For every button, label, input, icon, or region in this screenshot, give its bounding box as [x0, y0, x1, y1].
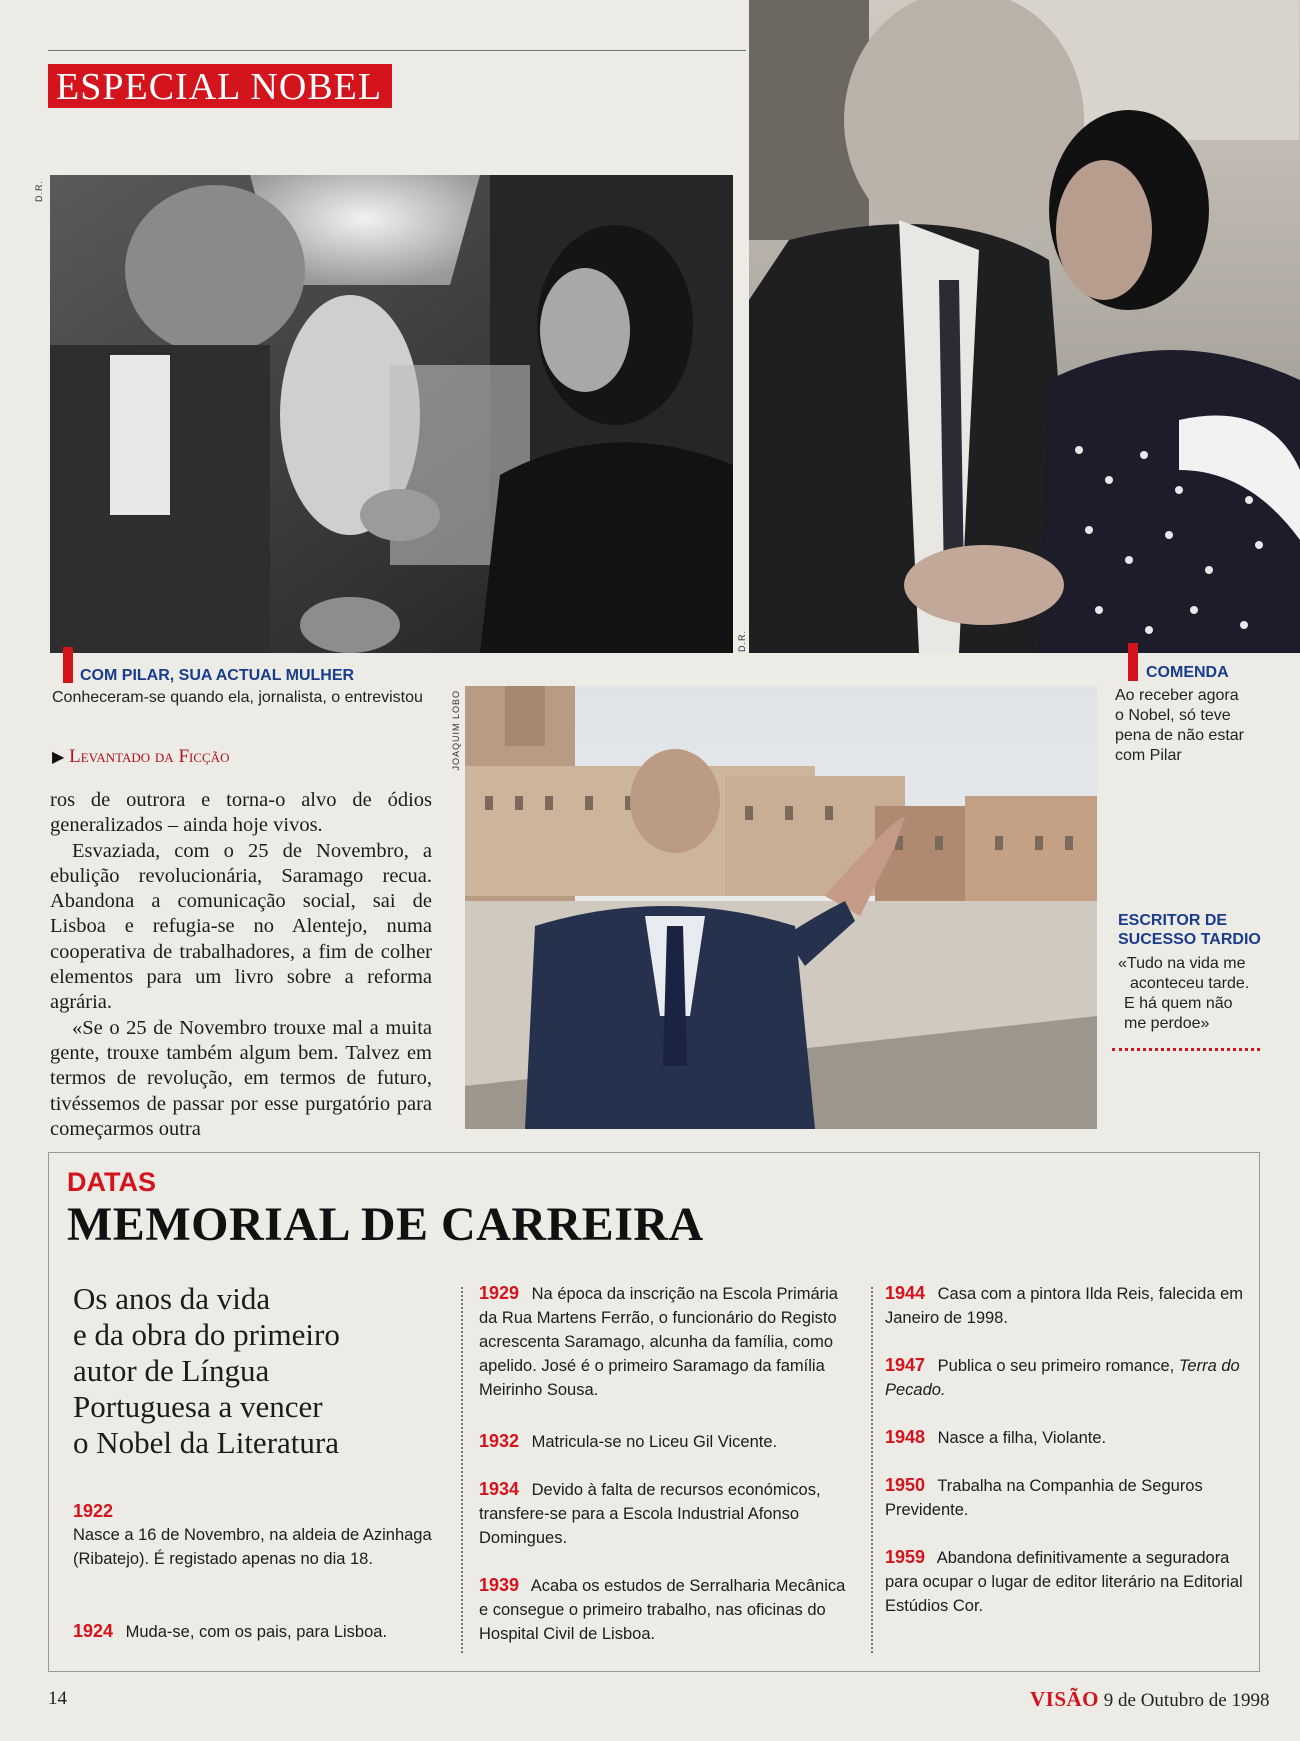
timeline-year: 1932 — [479, 1431, 520, 1451]
timeline-entry — [885, 1545, 1249, 1618]
timeline-year: 1922 — [73, 1501, 114, 1521]
timeline-entry — [479, 1429, 851, 1454]
timeline-year: 1934 — [479, 1479, 520, 1499]
footer-credit — [1030, 1687, 1269, 1712]
caption-marker — [63, 647, 73, 683]
timeline-entry — [73, 1619, 453, 1644]
timeline-text: Matricula-se no Liceu Gil Vicente. — [531, 1433, 778, 1451]
timeline-text: Abandona definitivamente a seguradora para ocupar o lugar de editor literário na Editorial Estúdios Cor. — [885, 1549, 1243, 1615]
timeline-year: 1950 — [885, 1475, 926, 1495]
photo-credit: JOAQUIM LOBO — [451, 690, 461, 771]
timeline-text: Muda-se, com os pais, para Lisboa. — [125, 1623, 388, 1641]
caption-pilar-text: Conheceram-se quando ela, jornalista, o entrevistou — [52, 689, 423, 706]
timeline-text: Trabalha na Companhia de Seguros Previdente. — [885, 1477, 1203, 1519]
article-body — [50, 788, 432, 1142]
timeline-text: Casa com a pintora Ilda Reis, falecida em Janeiro de 1998. — [885, 1285, 1244, 1327]
timeline-year: 1929 — [479, 1283, 520, 1303]
timeline-text: Nasce a filha, Violante. — [937, 1429, 1107, 1447]
section-flag: ESPECIAL NOBEL — [48, 64, 392, 108]
caption-pilar-title: COM PILAR, SUA ACTUAL MULHER — [80, 667, 355, 684]
photo-with-pilar — [50, 175, 733, 653]
timeline-intro: Os anos da vida e da obra do primeiro autor de Língua Portuguesa a vencer o Nobel da Literatura — [73, 1281, 340, 1460]
timeline-label: DATAS — [67, 1167, 156, 1197]
book-title: Terra do Pecado. — [885, 1357, 1240, 1399]
photo-credit: D.R. — [34, 180, 44, 202]
page-number: 14 — [48, 1688, 67, 1709]
article-paragraph: ros de outrora e torna-o alvo de ódios generalizados – ainda hoje vivos. — [50, 789, 432, 837]
column-divider — [871, 1287, 873, 1653]
caption-tardio-quote: «Tudo na vida me aconteceu tarde. E há quem não me perdoe» — [1118, 955, 1250, 1032]
timeline-year: 1959 — [885, 1547, 926, 1567]
timeline-text: Acaba os estudos de Serralharia Mecânica e consegue o primeiro trabalho, nas oficinas do Hospital Civil de Lisboa. — [479, 1577, 846, 1643]
timeline-text: Devido à falta de recursos económicos, transfere-se para a Escola Industrial Afonso Domingues. — [479, 1481, 821, 1547]
timeline-entry — [885, 1473, 1249, 1522]
timeline-text: Publica o seu primeiro romance, — [937, 1357, 1175, 1375]
issue-date: 9 de Outubro de 1998 — [1103, 1690, 1270, 1711]
timeline-year: 1944 — [885, 1283, 926, 1303]
timeline-text: Nasce a 16 de Novembro, na aldeia de Azinhaga (Ribatejo). É registado apenas no dia 18. — [73, 1526, 432, 1568]
top-rule — [48, 50, 746, 51]
photo-credit: D.R. — [737, 630, 747, 652]
timeline-entry — [73, 1499, 453, 1571]
timeline-year: 1948 — [885, 1427, 926, 1447]
timeline-entry — [479, 1573, 851, 1646]
timeline-entry — [885, 1281, 1249, 1330]
continued-from: ▶ Levantado da Ficção — [52, 746, 230, 767]
magazine-name: VISÃO — [1030, 1687, 1100, 1711]
article-paragraph: Esvaziada, com o 25 de Novembro, a ebulição revolucionária, Saramago recua. Abandona a comunicação social, sai de Lisboa e refugia-se no Alentejo, numa cooperativa de trabalhadores, a fim de colher elementos para um livro sobre a reforma agrária. — [50, 839, 432, 1014]
photo-comenda — [749, 0, 1300, 653]
timeline-entry — [885, 1353, 1249, 1402]
caption-marker — [1128, 643, 1138, 681]
timeline-text: Na época da inscrição na Escola Primária da Rua Martens Ferrão, o funcionário do Registo acrescenta Saramago, alcunha da família, como apelido. José é o primeiro Saramago da família Meirinho Sousa. — [479, 1285, 838, 1399]
timeline-year: 1939 — [479, 1575, 520, 1595]
caption-tardio-title: ESCRITOR DE SUCESSO TARDIO — [1118, 912, 1261, 948]
caption-comenda-text: Ao receber agora o Nobel, só teve pena de não estar com Pilar — [1115, 687, 1244, 764]
timeline-box — [48, 1152, 1260, 1672]
article-paragraph: «Se o 25 de Novembro trouxe mal a muita gente, trouxe também algum bem. Talvez em termos de revolução, em termos de futuro, tivéssemos de passar por esse purgatório para começarmos outra — [50, 1016, 432, 1140]
photo-piazza — [465, 686, 1097, 1129]
column-divider — [461, 1287, 463, 1653]
timeline-entry — [479, 1281, 851, 1402]
timeline-title: MEMORIAL DE CARREIRA — [67, 1198, 704, 1251]
timeline-entry — [479, 1477, 851, 1550]
triangle-icon: ▶ — [52, 749, 65, 766]
caption-comenda-title: COMENDA — [1146, 664, 1229, 681]
timeline-year: 1947 — [885, 1355, 926, 1375]
timeline-entry — [885, 1425, 1249, 1450]
dotted-divider — [1112, 1048, 1260, 1051]
timeline-year: 1924 — [73, 1621, 114, 1641]
